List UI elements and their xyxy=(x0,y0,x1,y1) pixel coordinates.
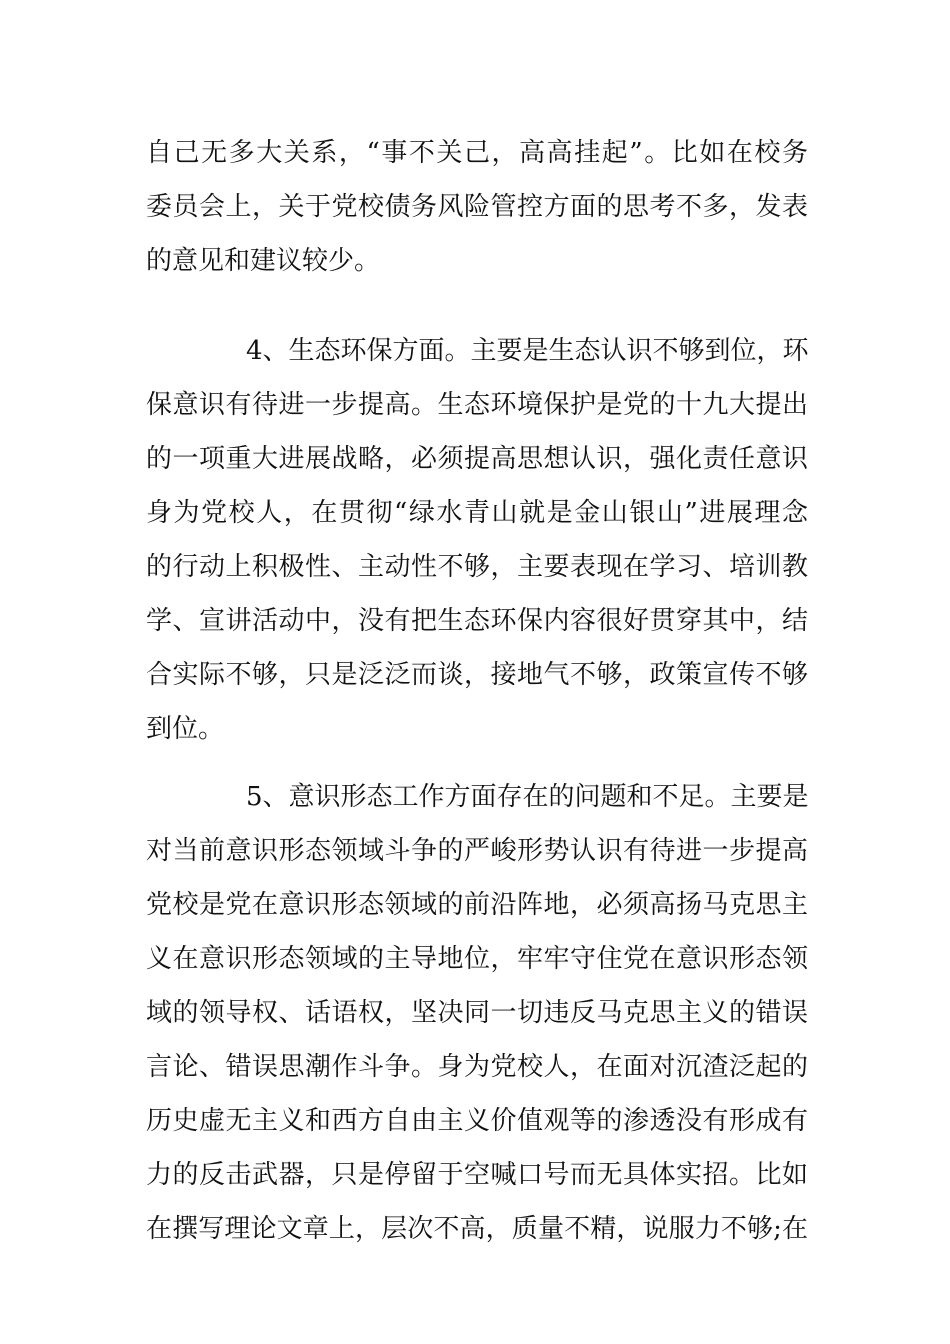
text-line: 到位。 xyxy=(146,714,225,744)
text-line: 义在意识形态领域的主导地位，牢牢守住党在意识形态领 xyxy=(146,944,808,974)
text-line: 在撰写理论文章上，层次不高，质量不精，说服力不够;在 xyxy=(146,1214,808,1244)
text-line: 自己无多大关系，“事不关己，高高挂起”。比如在校务 xyxy=(146,138,808,168)
text-line: 力的反击武器，只是停留于空喊口号而无具体实招。比如 xyxy=(146,1160,808,1190)
text-line: 5、意识形态工作方面存在的问题和不足。主要是 xyxy=(246,782,809,812)
paragraph-continuation xyxy=(146,126,808,288)
paragraph-ecology xyxy=(146,324,808,756)
text-line: 保意识有待进一步提高。生态环境保护是党的十九大提出 xyxy=(146,390,808,420)
paragraph-ideology xyxy=(146,770,808,1256)
text-line: 的意见和建议较少。 xyxy=(146,246,381,276)
text-line: 4、生态环保方面。主要是生态认识不够到位，环 xyxy=(246,336,809,366)
text-line: 委员会上，关于党校债务风险管控方面的思考不多，发表 xyxy=(146,192,808,222)
text-line: 合实际不够，只是泛泛而谈，接地气不够，政策宣传不够 xyxy=(146,660,808,690)
text-line: 历史虚无主义和西方自由主义价值观等的渗透没有形成有 xyxy=(146,1106,808,1136)
text-line: 党校是党在意识形态领域的前沿阵地，必须高扬马克思主 xyxy=(146,890,808,920)
text-line: 对当前意识形态领域斗争的严峻形势认识有待进一步提高 xyxy=(146,836,808,866)
text-line: 域的领导权、话语权，坚决同一切违反马克思主义的错误 xyxy=(146,998,808,1028)
text-line: 学、宣讲活动中，没有把生态环保内容很好贯穿其中，结 xyxy=(146,606,808,636)
text-line: 言论、错误思潮作斗争。身为党校人，在面对沉渣泛起的 xyxy=(146,1052,808,1082)
text-line: 的行动上积极性、主动性不够，主要表现在学习、培训教 xyxy=(146,552,808,582)
text-line: 身为党校人，在贯彻“绿水青山就是金山银山”进展理念 xyxy=(146,498,808,528)
text-line: 的一项重大进展战略，必须提高思想认识，强化责任意识 xyxy=(146,444,808,474)
